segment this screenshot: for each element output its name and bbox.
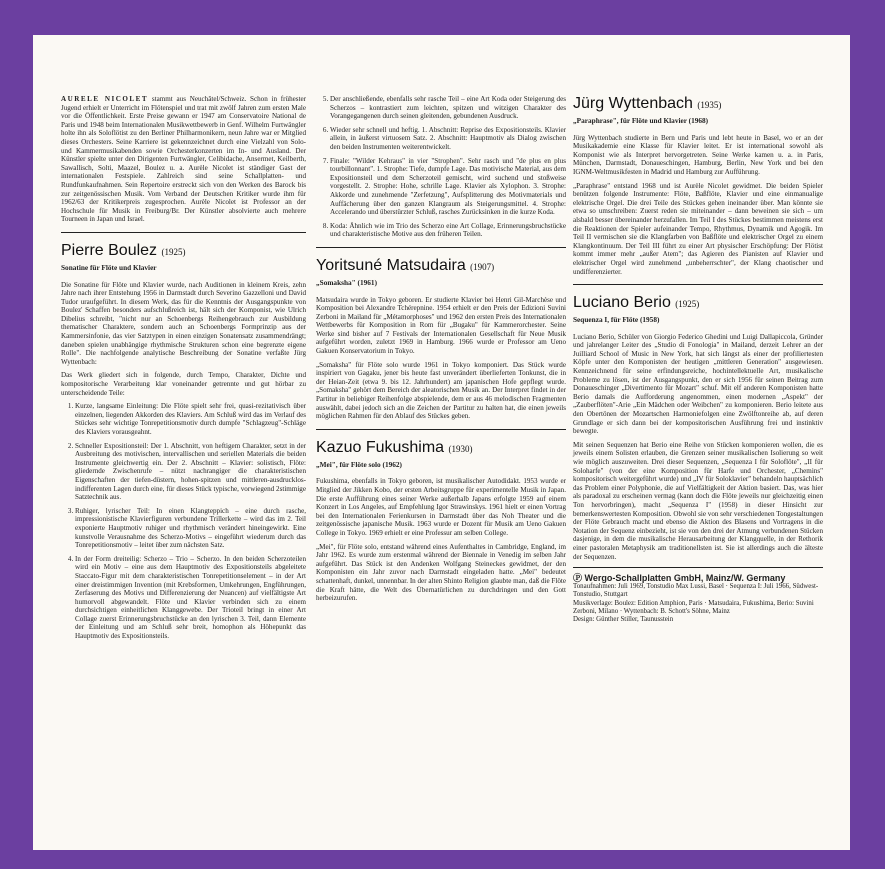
list-item: 4. In der Form dreiteilig: Scherzo – Trio – Scherzo. In den beiden Scherzoteilen wird ein Motiv – eine aus dem Hauptmotiv des Expositionsteils abgeleitete Staccato-Figur mit dem charakteristischen Tonrepetitionselement – in der Art einer dreistimmigen Invention (mit Krebsformen, Umkehrungen, Engführungen, Zerfaserung des Motivs und Differenzierung der Nuancen) auf vielfältigste Art humorvoll abgewandelt. Flöte und Klavier verbinden sich zu einem durchsichtigen einheitlichen Klanggewebe. Der Trioteil bringt in einer Art Collage zuerst Erinnerungsbruchstücke an den lyrischen 3. Teil, dann Elemente der Einleitung und am Schluß sehr breit, homophon als Höhepunkt das Hauptmotiv des Expositionsteils. <box>75 555 306 641</box>
matsudaira-p1: Matsudaira wurde in Tokyo geboren. Er studierte Klavier bei Henri Gil-Marchèse und Komposition bei Alexandre Tchérepnine. 1954 erhielt er den Preis der Edizioni Suvini Zerboni in Mailand für „Métamorphoses" und 1962 den ersten Preis des Internationalen Wettbewerbs für Komposition in Rom für „Bugaku" für Kammerorchester. Seine Werke sind bisher auf 7 Festivals der Internationalen Gesellschaft für Neue Musik aufgeführt worden, zuletzt 1969 in Hamburg. 1966 wurde er Professor am Ueno Gakuen Konservatorium in Tokyo. <box>316 295 566 356</box>
fukushima-heading: Kazuo Fukushima (1930) <box>316 429 566 458</box>
berio-work: Sequenza I, für Flöte (1958) <box>573 315 660 325</box>
boulez-parts-list-cont <box>316 95 566 239</box>
list-item: 6. Wieder sehr schnell und heftig. 1. Abschnitt: Reprise des Expositionsteils. Klavier allein, in äußerst virtuosem Satz. 2. Abschnitt: Hauptmotiv als Dialog zwischen den beiden Instrumenten weiterentwickelt. <box>330 126 566 152</box>
wyttenbach-heading: Jürg Wyttenbach (1935) <box>573 95 722 112</box>
credit-recording: Tonaufnahmen: Juli 1969, Tonstudio Max Lussi, Basel · Sequenza I: Juli 1966, Südwest-Tonstudio, Stuttgart <box>573 582 819 599</box>
boulez-p2: Das Werk gliedert sich in folgende, durch Tempo, Charakter, Dichte und kompositorische Verarbeitung klar voneinander getrennte und gut hörbar zu unterscheidende Teile: <box>61 371 306 397</box>
wyttenbach-p1: Jürg Wyttenbach studierte in Bern und Paris und lebt heute in Basel, wo er an der Musikakademie eine Klasse für Klavier leitet. Er ist international sowohl als Komponist wie als Interpret hervorgetreten. Seine Werke kamen u. a. in Paris, München, Darmstadt, Donaueschingen, Hamburg, Berlin, New York und bei den IGNM-Weltmusikfesten in Madrid und Hamburg zur Aufführung. <box>573 133 823 176</box>
fukushima-p1: Fukushima, ebenfalls in Tokyo geboren, ist musikalischer Autodidakt. 1953 wurde er Mitglied der Jikken Kobo, der ersten Arbeitsgruppe für experimentelle Musik in Japan. Die erste Aufführung eines seiner Werke außerhalb Japans erfolgte 1959 auf einem Konzert in Los Angeles, auf Empfehlung Igor Strawinskys. 1961 hielt er einen Vortrag bei den Internationalen Ferienkursen in Darmstadt über das Noh Theater und die zeitgenössische japanische Musik. 1963 wurde er Dozent für Musik am Ueno Gakuen College in Tokyo. 1969 erhielt er eine Professur am selben College. <box>316 477 566 537</box>
list-item: 5. Der anschließende, ebenfalls sehr rasche Teil – eine Art Koda oder Steigerung des Scherzos – kontrastiert zum leichten, spitzen und witzigen Charakter des Vorangegangenen durch seinen gleitenden, gebundenen Ausdruck. <box>330 95 566 121</box>
credit-publishers: Musikverlage: Boulez: Edition Amphion, Paris · Matsudaira, Fukushima, Berio: Suvini Zerboni, Milano · Wyttenbach: B. Schott's Söhne, Mainz <box>573 599 814 615</box>
credit-design: Design: Günther Stiller, Taunusstein <box>573 616 674 624</box>
liner-notes-sheet <box>33 35 850 850</box>
label-copyright: Ⓟ Wergo-Schallplatten GmbH, Mainz/W. Germany <box>573 567 823 583</box>
list-item: 1. Kurze, langsame Einleitung: Die Flöte spielt sehr frei, quasi-rezitativisch über einzelnen, liegenden Akkorden des Klaviers. Am Schluß wird das im Verlauf des Stückes sehr wichtige Tonrepetitionsmotiv durch dumpfe "Schlagzeug"-Schläge des Klaviers vorausgeahnt. <box>75 402 306 436</box>
matsudaira-work: „Somaksha" (1961) <box>316 277 378 287</box>
column-left <box>61 95 306 646</box>
boulez-parts-list <box>61 402 306 640</box>
berio-heading: Luciano Berio (1925) <box>573 284 823 313</box>
nicolet-bio: AURELE NICOLET stammt aus Neuchâtel/Schweiz. Schon in frühester Jugend erhielt er Unterricht im Flötenspiel und trat mit zwölf Jahren zum ersten Male vor die Öffentlichkeit. Erste Preise gewann er 1947 am Conservatoire National de Paris und 1948 beim Internationalen Musikwettbewerb in Genf. Wilhelm Furtwängler holte ihn als Soloflötist zu den Berliner Philharmonikern, neun Jahre war er Mitglied dieses Orchesters. Seine Karriere ist gekennzeichnet durch eine Vielzahl von Solo- und Kammermusikabenden sowie Orchesterkonzerten im In- und Ausland. Der Künstler spielte unter den Dirigenten Furtwängler, Celibidache, Ansermet, Keilberth, Sawallisch, Solti, Maazel, Boulez u. a. Aurèle Nicolet ist ständiger Gast der internationalen Festspiele. Zahlreich sind seine Schallplatten- und Rundfunkaufnahmen. Sein Repertoire erstreckt sich von den Werken des Barock bis zur zeitgenössischen Musik. Vom Verband der Deutschen Kritiker wurde ihm für 1962/63 der Kritikerpreis zugesprochen. Aurèle Nicolet ist Professor an der Hochschule für Musik in Freiburg/Br. Der Künstler absolvierte auch mehrere Tourneen in Japan und Israel. <box>61 95 307 224</box>
matsudaira-heading: Yoritsuné Matsudaira (1907) <box>316 247 566 276</box>
berio-p1: Luciano Berio, Schüler von Giorgio Federico Ghedini und Luigi Dallapiccola, Gründer und jahrelanger Leiter des „Studio di Fonologia" in Mailand, derzeit Lehrer an der Juilliard School of Music in New York, hat sich längst als einer der profiliertesten Köpfe unter den Komponisten der heutigen „mittleren Generation" ausgewiesen. Kennzeichnend für seine erfindungsreiche, hochintellektuelle Art, musikalische Probleme zu lösen, ist der Ausgangspunkt, den er sich 1956 für seinen Beitrag zum Donaueschinger „Divertimento für Mozart" schuf. Mit elf anderen Komponisten hatte Berio damals die Aufforderung angenommen, einen modernen „Aspekt" der „Zauberflöten"-Arie „Ein Mädchen oder Weibchen" zu komponieren. Berio leitete aus den Obertönen der Mozartschen Harmoniefolgen eine Zwölftonreihe ab, auf deren Grundlage er sich dann bei der kompositorischen Ausführung frei und instinktiv bewegte. <box>573 332 823 436</box>
matsudaira-p2: „Somaksha" für Flöte solo wurde 1961 in Tokyo komponiert. Das Stück wurde inspiriert von Gagaku, jener bis heute fast unverändert überlieferten Tonkunst, die in der Heian-Zeit (etwa 9. bis 12. Jahrhundert) am japanischen Hofe gepflegt wurde. „Somaksha" gehört dem Bereich der aleatorischen Musik an. Der Interpret findet in der Partitur in beliebiger Reihenfolge abspielende, dem er aus 46 melodischen Fragmenten auswählt, dabei jedoch sich an die Zeichen der Partitur zu halten hat, die einen jeweils möglichen Rahmen für den Ablauf des Stückes geben. <box>316 360 566 421</box>
boulez-heading: Pierre Boulez (1925) <box>61 232 306 261</box>
list-item: 7. Finale: "Wilder Kehraus" in vier "Strophen". Sehr rasch und "de plus en plus tourbillonnant". 1. Strophe: Tiefe, dumpfe Lage. Das motivische Material, aus dem Expositionsteil und dem Scherzoteil gemischt, wird suchend und stoßweise vorgestellt. 2. Strophe: Hohe, schrille Lage. Klavier als Xylophon. 3. Strophe: Akkorde und zunehmende "Zerfetzung", Aufsplitterung des Motivmaterials und Auffächerung über den ganzen Klangraum als Steigerungsmittel. 4. Strophe: Accelerando und überstürzter Schluß, rasches Zurücksinken in die kurze Koda. <box>330 157 566 217</box>
list-item: 8. Koda: Ähnlich wie im Trio des Scherzo eine Art Collage, Erinnerungsbruchstücke und charakteristische Motive aus den früheren Teilen. <box>330 222 566 239</box>
list-item: 2. Schneller Expositionsteil: Der 1. Abschnitt, von heftigem Charakter, setzt in der Ausbreitung des motivischen, intervallischen und seriellen Materials die beiden Instrumente gleichwertig ein. Der 2. Abschnitt – Klavier: solistisch, Flöte: gliedernde Zwischenrufe – nützt nachrangiger die charakteristischen Eigenschaften der tiefen-düstern, hohen-spitzen und mittleren-ausdrucklos-indifferenten Lagen durch eine, für dieses Stück typische, vorwiegend 2stimmige Satztechnik aus. <box>75 442 306 502</box>
fukushima-work: „Mei", für Flöte solo (1962) <box>316 459 402 469</box>
berio-p2: Mit seinen Sequenzen hat Berio eine Reihe von Stücken komponieren wollen, die es jeweils einem Solisten erlauben, die Grenzen seiner musikalischen Isolierung so weit wie möglich auszuweiten. Drei dieser Sequenzen, „Sequenza I für Soloflöte", „II für Soloharfe" (von der eine Komposition für Harfe und Orchester, „Chemins" kompositorisch weitergeführt wurde) und „IV für Soloklavier" behandeln hauptsächlich das Problem einer Polyphonie, die auf Vielfältigkeit der Aktion basiert. Das, was hier als paradoxal zu erscheinen vermag (kann doch die Flöte jeweils nur gleichzeitig einen Ton hervorbringen), macht „Sequenza I" (1958) in dieser Hinsicht zur bemerkenswertesten Komposition. Obwohl sie von sehr verschiedenen Tongestaltungen der Flöte Gebrauch macht und ebenso die Aktion des Blasens und Vortragens in die Notation der Sequenz einbezieht, ist sie von den drei der Atmung verbundenen Stücken dasjenige, in dem die musikalische Herausarbeitung der Klangquelle, in der Rethorik einer pastoralen Metaphysik am traditionellsten ist. Sie ist allerdings auch die älteste der Sequenzen. <box>573 440 823 561</box>
wyttenbach-p2: „Paraphrase" entstand 1968 und ist Aurèle Nicolet gewidmet. Die beiden Spieler benützen folgende Instrumente: Flöte, Baßflöte, Klavier und eine einmanualige elektrische Orgel. Die drei Teile des Stückes gehen ineinander über. Man könnte sie etwa so umschreiben: Zuerst reden sie miteinander – dann beweinen sie sich – um alsbald besser übereinander herzufallen. Im Teil I des Stückes bestimmen meistens erst die Reaktionen der Spieler aufeinander Tempo, Rhythmus, Dynamik und Agogik. Im Teil II vermischen sie die Klangfarben von Baßflöte und elektrischer Orgel zu einem Klangkontinuum. Der Teil III führt zu einer Art physischer Erschöpfung: Der Flötist kommt immer mehr „außer Atem"; das Agieren des Pianisten auf Klavier und elektrischer Orgel wird zunehmend „unbeherrschter", der Klang chaotischer und undifferenzierter. <box>573 181 823 276</box>
list-item: 3. Ruhiger, lyrischer Teil: In einen Klangteppich – eine durch rasche, impressionistische Klavierfiguren verbundene Trillerkette – wird das im 2. Teil exponierte Hauptmotiv ruhiger und rhythmisch verändert hineingewirkt. Eine kunstvolle Verausnahme des Scherzo-Motivs – eingeführt wiederum durch das Tonrepetitionsmotiv – leitet über zum nächsten Satz. <box>75 507 306 550</box>
fukushima-p2: „Mei", für Flöte solo, entstand während eines Aufenthaltes in Cambridge, England, im Jahr 1962. Es wurde zum erstenmal während der Biennale in Venedig im selben Jahr aufgeführt. Das Stück ist den Andenken Wolfgang Steineckes gewidmet, der den Komponisten ein Jahr zuvor nach Darmstadt eingeladen hatte. „Mei" bedeutet schattenhaft, dunkel, unnennbar. In der alten Shinto Religion glaubte man, daß die Flöte die Kraft hätte, die Welt des Übernatürlichen zu durchdringen und den Gott herbeizurufen. <box>316 542 566 603</box>
column-middle <box>316 95 566 608</box>
wyttenbach-work: „Paraphrase", für Flöte und Klavier (1968) <box>573 116 709 125</box>
boulez-p1: Die Sonatine für Flöte und Klavier wurde, nach Auditionen in kleinem Kreis, zehn Jahre nach ihrer Entstehung 1956 in Darmstadt durch Severino Gazzelloni und David Tudor uraufgeführt. In diesem Werk, das für die Kenntnis der Ausgangspunkte von Boulez' Schaffen besonders aufschlußreich ist, hält sich der Komponist, wie Ulrich Dibelius schreibt, "nicht nur an Schoenbergs Reihengebrauch zur Ausbildung thematischer Charaktere, sondern auch an Schoenbergs Formprinzip aus der Kammersinfonie, das vier Satztypen in einen einzigen Sonatensatz zusammendrängt; daneben spielen unabhängige rhythmische Strukturen schon eine begrenzte eigene Rolle". Die nachfolgende analytische Beschreibung der Sonatine verfaßte Jürg Wyttenbach: <box>61 280 306 366</box>
boulez-work: Sonatine für Flöte und Klavier <box>61 262 157 272</box>
column-right <box>573 95 823 625</box>
